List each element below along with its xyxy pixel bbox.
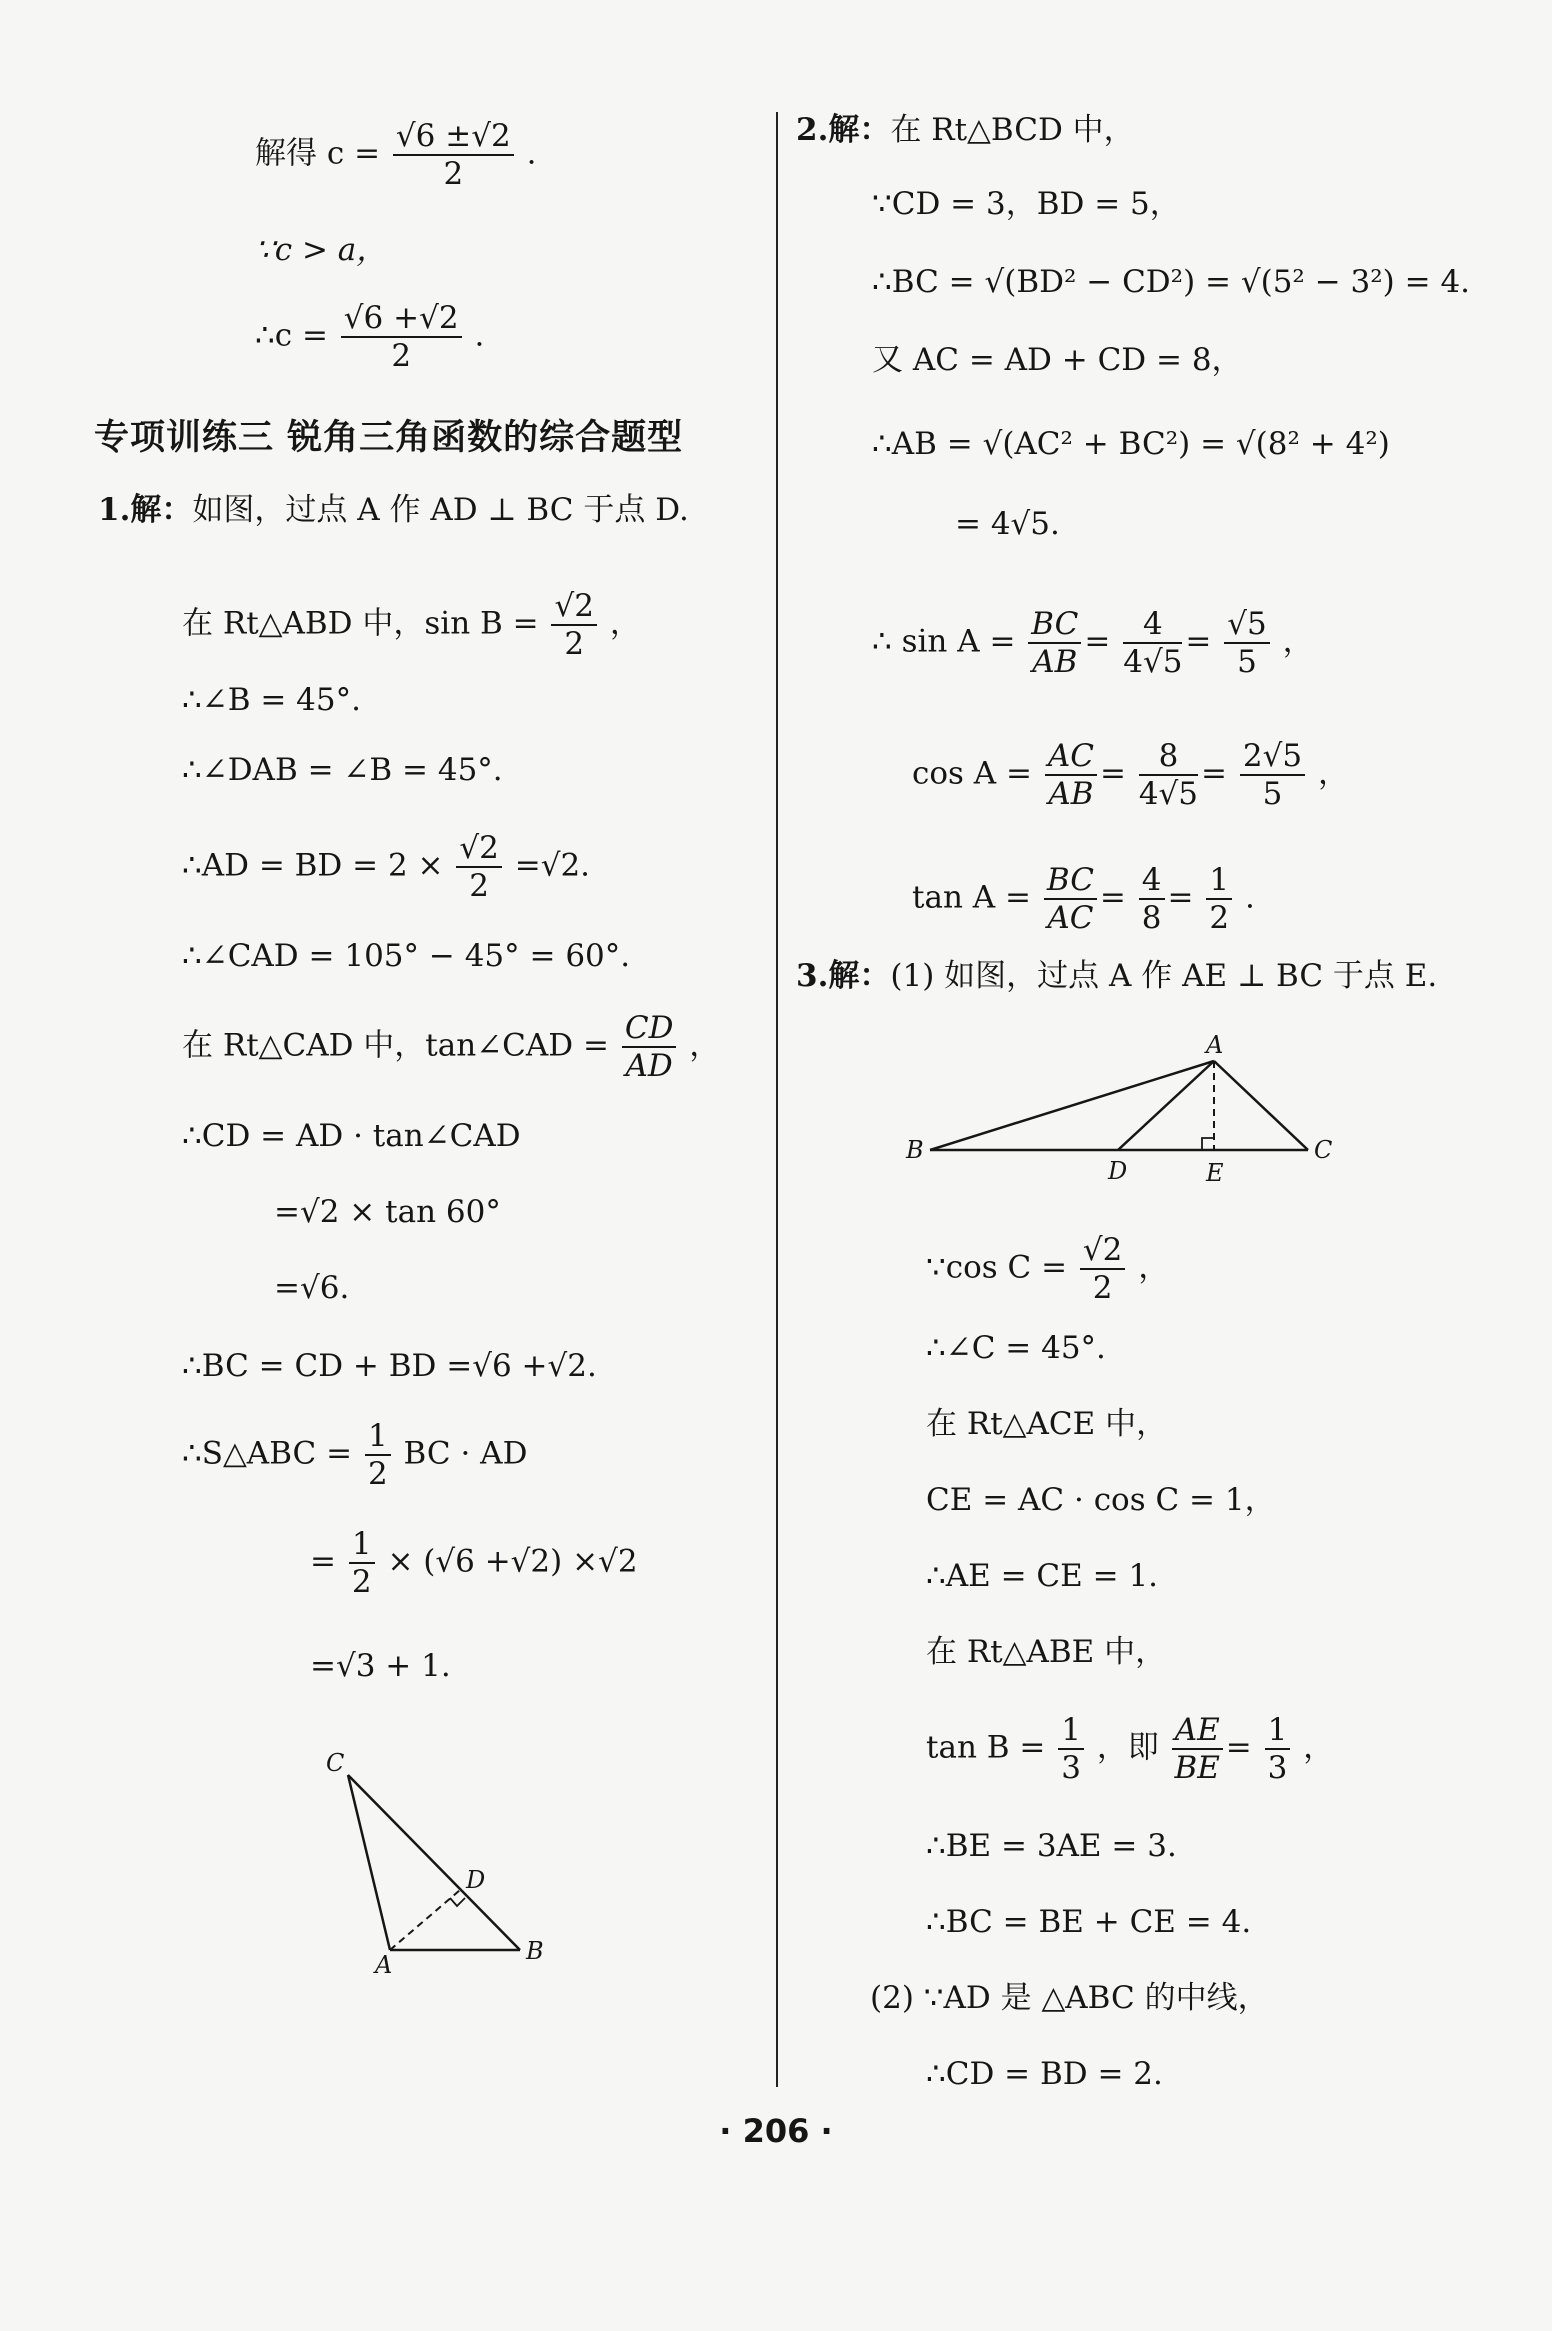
text: (1) 如图，过点 A 作 AE ⊥ BC 于点 E.: [890, 958, 1438, 994]
fraction: [1044, 862, 1097, 936]
denominator: AB: [1032, 644, 1078, 680]
numerator: 8: [1139, 738, 1198, 776]
p1-line-12: [310, 1526, 638, 1600]
denominator: 4√5: [1123, 644, 1183, 680]
denominator: 2: [367, 1456, 388, 1492]
numerator: 1: [1058, 1712, 1084, 1750]
fraction: [1080, 1232, 1125, 1306]
p2-line-5: = 4√5.: [955, 506, 1060, 542]
text: ∴AD = BD = 2 ×: [182, 847, 444, 884]
p1-intro-line: [98, 490, 689, 530]
text: ∴ sin A =: [872, 623, 1016, 660]
numerator: 4: [1123, 606, 1182, 644]
numerator: CD: [622, 1010, 677, 1048]
solve-c-line: [255, 118, 536, 192]
triangle-figure-1: [310, 1735, 570, 1975]
fraction: [1058, 1712, 1084, 1786]
denominator: AB: [1048, 776, 1094, 812]
fraction: [1045, 738, 1097, 812]
segment-ad-dashed: [390, 1890, 460, 1950]
p1-line-11: [182, 1418, 527, 1492]
p3-line-8: ∴BE = 3AE = 3.: [926, 1828, 1177, 1864]
fraction: [341, 300, 462, 374]
text: 在 Rt△BCD 中，: [890, 112, 1135, 148]
label-a: A: [1206, 1031, 1224, 1059]
numerator: BC: [1028, 606, 1081, 644]
text: ，: [689, 1027, 721, 1064]
p3-line-1: [926, 1232, 1169, 1306]
numerator: BC: [1044, 862, 1097, 900]
p3-intro-line: [796, 956, 1437, 996]
text: tan B =: [926, 1729, 1046, 1766]
p3-line-10: (2) ∵AD 是 △ABC 的中线，: [870, 1980, 1269, 2016]
segment-ca: [348, 1775, 390, 1950]
numerator: 4: [1139, 862, 1165, 900]
p1-line-10: ∴BC = CD + BD =√6 +√2.: [182, 1348, 597, 1384]
numerator: AC: [1045, 738, 1097, 776]
fraction: [1265, 1712, 1291, 1786]
p2-tan-line: tan A = $\frac{BC}{AC}$ = $\frac{4}{8}$ = $\frac{1}{2}$ .: [912, 862, 1255, 936]
fraction: [365, 1418, 391, 1492]
fraction: [1139, 862, 1165, 936]
fraction: [551, 588, 596, 662]
fraction: [1123, 606, 1182, 680]
denominator: 2: [391, 338, 412, 374]
fraction: [1240, 738, 1305, 812]
p3-line-4: CE = AC · cos C = 1，: [926, 1482, 1276, 1518]
label-b: B: [526, 1937, 544, 1965]
segment-ad: [1118, 1061, 1214, 1150]
p1-line-9: =√6.: [274, 1270, 350, 1306]
denominator: AD: [625, 1048, 673, 1084]
label-a: A: [375, 1951, 393, 1975]
p3-line-9: ∴BC = BE + CE = 4.: [926, 1904, 1252, 1940]
text: × (√6 +√2) ×√2: [387, 1543, 638, 1580]
page-number: · 206 ·: [719, 2112, 833, 2150]
text: ，: [1317, 755, 1349, 792]
problem-number: 2.解：: [796, 112, 891, 148]
text: .: [1244, 879, 1255, 916]
text: ，即: [1096, 1729, 1159, 1766]
fraction: [393, 118, 514, 192]
text: cos A =: [912, 755, 1033, 792]
column-divider: [776, 112, 778, 2087]
text: ∵cos C =: [926, 1249, 1068, 1286]
fraction: [1224, 606, 1269, 680]
p1-line-1: [182, 588, 641, 662]
p1-line-4: [182, 830, 590, 904]
numerator: AE: [1172, 1712, 1223, 1750]
label-c: C: [326, 1749, 345, 1777]
p1-line-6: [182, 1010, 720, 1084]
section-heading: 专项训练三 锐角三角函数的综合题型: [94, 418, 684, 458]
denominator: 3: [1061, 1750, 1081, 1786]
p3-line-6: 在 Rt△ABE 中，: [926, 1634, 1167, 1670]
problem-number: 3.解：: [796, 958, 891, 994]
label-c: C: [1314, 1136, 1333, 1164]
text: .: [474, 317, 485, 354]
p2-line-2: ∴BC = √(BD² − CD²) = √(5² − 3²) = 4.: [872, 264, 1471, 300]
denominator: 2: [469, 868, 489, 904]
p2-sin-line: ∴ sin A = $\frac{BC}{AB}$ = $\frac{4}{4√5}$ = $\frac{√5}{5}$ ，: [872, 606, 1314, 680]
fraction: [622, 1010, 677, 1084]
denominator: 2: [351, 1564, 372, 1600]
p3-line-2: ∴∠C = 45°.: [926, 1330, 1106, 1366]
segment-ac: [1214, 1061, 1308, 1150]
text: =: [310, 1543, 336, 1580]
text: 解得 c =: [255, 135, 381, 172]
p1-line-2: ∴∠B = 45°.: [182, 682, 361, 718]
p2-cos-line: cos A = $\frac{AC}{AB}$ = $\frac{8}{4√5}$ = $\frac{2√5}{5}$ ，: [912, 738, 1349, 812]
text: ，: [1138, 1249, 1170, 1286]
label-b: B: [906, 1136, 924, 1164]
p2-line-3: 又 AC = AD + CD = 8，: [872, 342, 1243, 378]
label-e: E: [1206, 1159, 1224, 1185]
segment-ba: [930, 1061, 1214, 1150]
numerator: 1: [349, 1526, 375, 1564]
denominator: 3: [1267, 1750, 1288, 1786]
numerator: √2: [1080, 1232, 1125, 1270]
p3-line-11: ∴CD = BD = 2.: [926, 2056, 1163, 2092]
text: ，: [1303, 1729, 1335, 1766]
numerator: 1: [365, 1418, 391, 1456]
fraction: [1206, 862, 1232, 936]
c-value-line: [255, 300, 484, 374]
denominator: 8: [1141, 900, 1162, 936]
label-d: D: [466, 1866, 486, 1894]
denominator: 5: [1237, 644, 1257, 680]
text: =√2.: [514, 847, 591, 884]
text: 如图，过点 A 作 AD ⊥ BC 于点 D.: [192, 492, 689, 528]
denominator: 2: [443, 156, 464, 192]
text: ∴S△ABC =: [182, 1435, 353, 1472]
numerator: 2√5: [1240, 738, 1305, 776]
segment-cb: [348, 1775, 520, 1950]
denominator: 5: [1262, 776, 1283, 812]
c-gt-a-line: ∵c > a，: [255, 232, 388, 268]
numerator: √2: [456, 830, 501, 868]
p2-line-4: ∴AB = √(AC² + BC²) = √(8² + 4²): [872, 426, 1390, 462]
label-d: D: [1108, 1157, 1128, 1185]
text: ∴c =: [255, 317, 328, 354]
fraction: [456, 830, 501, 904]
p1-line-7: ∴CD = AD · tan∠CAD: [182, 1118, 521, 1154]
numerator: √2: [551, 588, 596, 626]
numerator: √5: [1224, 606, 1269, 644]
text: ，: [1282, 623, 1314, 660]
text: BC · AD: [403, 1435, 528, 1472]
p1-line-8: =√2 × tan 60°: [274, 1194, 501, 1230]
p1-line-3: ∴∠DAB = ∠B = 45°.: [182, 752, 503, 788]
p1-line-5: ∴∠CAD = 105° − 45° = 60°.: [182, 938, 631, 974]
triangle-figure-2: [900, 1025, 1340, 1185]
denominator: 2: [1092, 1270, 1113, 1306]
p3-line-5: ∴AE = CE = 1.: [926, 1558, 1159, 1594]
denominator: 2: [564, 626, 585, 662]
right-angle-mark: [450, 1898, 465, 1906]
denominator: 2: [1209, 900, 1230, 936]
fraction: [1028, 606, 1081, 680]
numerator: √6 ±√2: [393, 118, 514, 156]
text: .: [526, 135, 537, 172]
p2-intro-line: [796, 110, 1135, 150]
denominator: AC: [1047, 900, 1094, 936]
right-angle-mark: [1202, 1138, 1214, 1150]
text: 在 Rt△ABD 中，sin B =: [182, 605, 539, 642]
text: tan A =: [912, 879, 1031, 916]
p1-line-13: =√3 + 1.: [310, 1648, 451, 1684]
denominator: 4√5: [1138, 776, 1199, 812]
fraction: [1172, 1712, 1223, 1786]
fraction: [1139, 738, 1198, 812]
text: 在 Rt△CAD 中，tan∠CAD =: [182, 1027, 609, 1064]
p2-line-1: ∵CD = 3，BD = 5，: [872, 186, 1181, 222]
p3-line-3: 在 Rt△ACE 中，: [926, 1406, 1168, 1442]
numerator: 1: [1206, 862, 1232, 900]
fraction: [349, 1526, 375, 1600]
text: ，: [609, 605, 641, 642]
problem-number: 1.解：: [98, 492, 193, 528]
numerator: 1: [1265, 1712, 1291, 1750]
numerator: √6 +√2: [341, 300, 462, 338]
p3-line-7: tan B = $\frac{1}{3}$ ，即 $\frac{AE}{BE}$ = $\frac{1}{3}$ ，: [926, 1712, 1335, 1786]
denominator: BE: [1174, 1750, 1220, 1786]
